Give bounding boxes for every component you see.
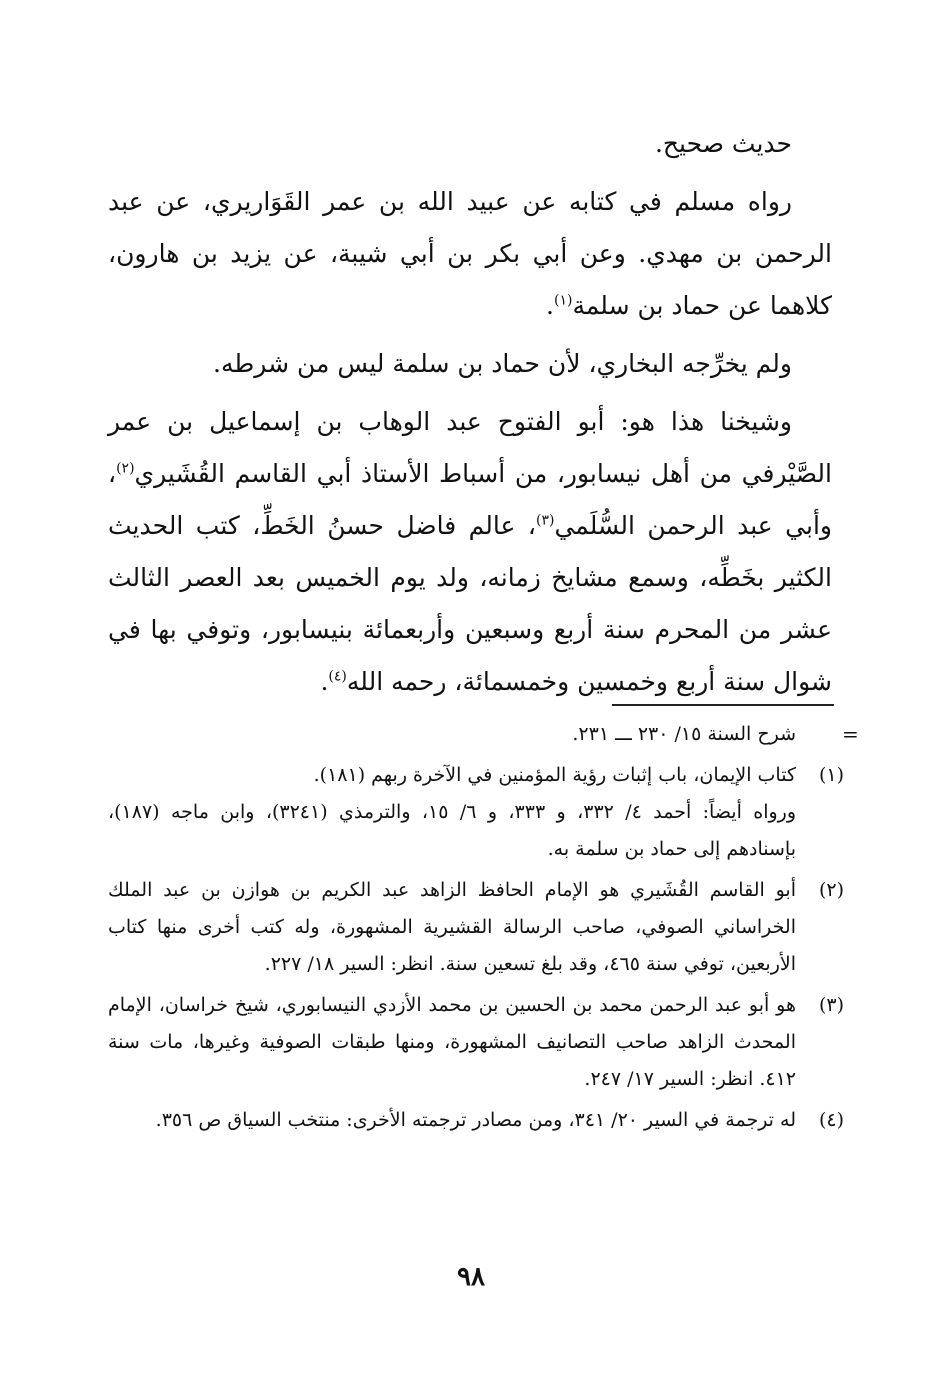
biography-text-a: وشيخنا هذا هو: أبو الفتوح عبد الوهاب بن إسماعيل بن عمر الصَّيْرفي من أهل نيسابور، من أسباط الأستاذ أبي القاسم القُشَيري: [108, 407, 832, 488]
footnote-ref-3: (٣): [536, 512, 555, 529]
paragraph-biography: [108, 396, 832, 708]
footnote-item-2: [108, 872, 844, 983]
footnote-line: شرح السنة ١٥/ ٢٣٠ ـــ ٢٣١.: [572, 723, 796, 745]
footnote-ref-2: (٢): [116, 460, 135, 477]
biography-text-b: ، وأبي عبد الرحمن السُّلَمي: [108, 459, 832, 540]
paragraph-narration: [108, 176, 832, 332]
footnote-item-3: [108, 987, 844, 1098]
footnote-number: (٤): [818, 1109, 844, 1131]
footnote-continuation: [108, 716, 844, 753]
continuation-mark: =: [842, 722, 859, 746]
narration-end: .: [546, 291, 554, 320]
footnote-ref-1: (١): [553, 292, 573, 309]
footnote-line: كتاب الإيمان، باب إثبات رؤية المؤمنين في الآخرة ربهم (١٨١).: [313, 764, 796, 786]
page-number: ٩٨: [457, 1262, 485, 1292]
footnote-line: له ترجمة في السير ٢٠/ ٣٤١، ومن مصادر ترجمته الأخرى: منتخب السياق ص ٣٥٦.: [155, 1109, 796, 1131]
footnote-number: (١): [818, 764, 844, 786]
footnote-item-4: [108, 1102, 844, 1139]
narration-text: رواه مسلم في كتابه عن عبيد الله بن عمر القَوَاريري، عن عبد الرحمن بن مهدي. وعن أبي بكر بن أبي شيبة، عن يزيد بن هارون، كلاهما عن حماد بن سلمة: [108, 187, 832, 320]
footnote-number: (٢): [818, 879, 844, 901]
footnote-line: أبو القاسم القُشَيري هو الإمام الحافظ الزاهد عبد الكريم بن هوازن بن عبد الملك الخراساني الصوفي، صاحب الرسالة القشيرية المشهورة، وله كتب أخرى منها كتاب الأربعين، توفي سنة ٤٦٥، وقد بلغ تسعين سنة. انظر: السير ١٨/ ٢٢٧.: [108, 879, 796, 975]
footnotes: [108, 716, 844, 1143]
biography-end: .: [320, 667, 329, 696]
biography-text-c: ، عالم فاضل حسنُ الخَطِّ، كتب الحديث الكثير بخَطِّه، وسمع مشايخ زمانه، ولد يوم الخميس بعد العصر الثالث عشر من المحرم سنة أربع وسبعين وأربعمائة بنيسابور، وتوفي بها في شوال سنة أربع وخمسين وخمسمائة، رحمه الله: [108, 511, 832, 696]
footnote-item-1: [108, 757, 844, 868]
main-text: [108, 118, 832, 708]
footnote-number: (٣): [818, 994, 844, 1016]
paragraph-bukhari: ولم يخرِّجه البخاري، لأن حماد بن سلمة ليس من شرطه.: [213, 349, 792, 378]
footnote-line: هو أبو عبد الرحمن محمد بن الحسين بن محمد الأزدي النيسابوري، شيخ خراسان، الإمام المحدث الزاهد صاحب التصانيف المشهورة، ومنها طبقات الصوفية وغيرها، مات سنة ٤١٢. انظر: السير ١٧/ ٢٤٧.: [108, 994, 796, 1090]
footnote-line: ورواه أيضاً: أحمد ٤/ ٣٣٢، و ٣٣٣، و ٦/ ١٥، والترمذي (٣٢٤١)، وابن ماجه (١٨٧)، بإسنادهم إلى حماد بن سلمة به.: [108, 801, 796, 860]
footnote-divider: [612, 704, 834, 706]
paragraph-verdict: حديث صحيح.: [654, 129, 792, 158]
footnote-ref-4: (٤): [328, 668, 347, 685]
